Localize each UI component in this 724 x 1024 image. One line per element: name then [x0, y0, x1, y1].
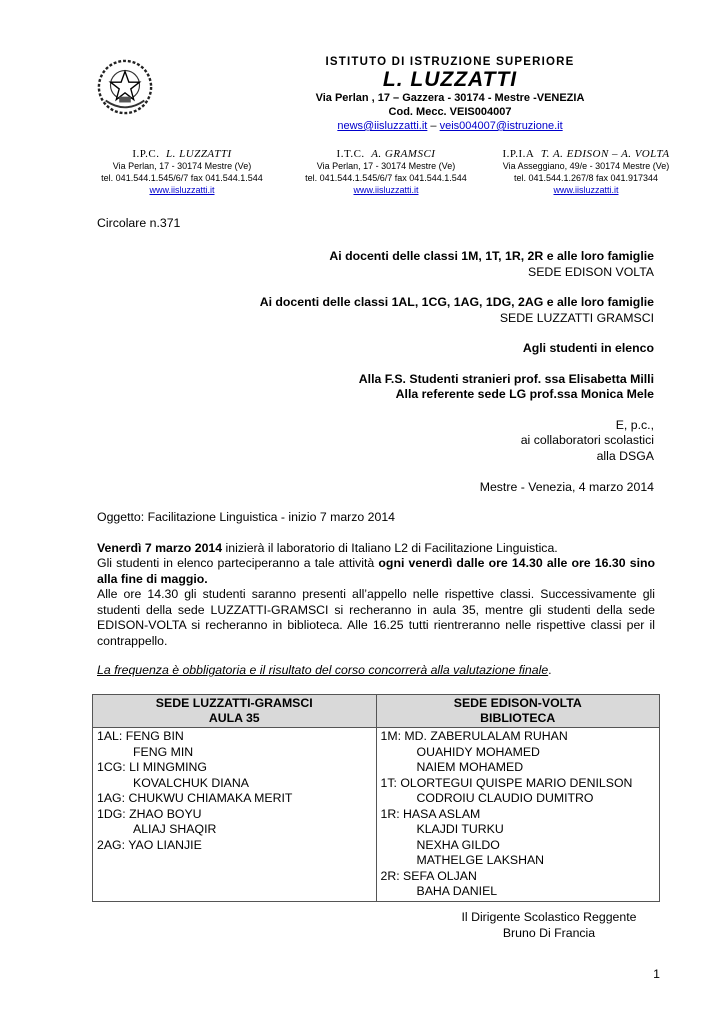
roster-cell-luzzatti	[93, 728, 377, 902]
date-line: Mestre - Venezia, 4 marzo 2014	[479, 480, 654, 494]
list-item: NEXHA GILDO	[416, 837, 500, 852]
school-name: L. LUZZATTI	[382, 68, 518, 91]
branch-website[interactable]: www.iisluzzatti.it	[553, 185, 619, 195]
branch-luzzatti	[72, 148, 292, 196]
branch-title	[276, 148, 496, 160]
school-code: Cod. Mecc. VEIS004007	[388, 106, 512, 118]
list-item: ALIAJ SHAQIR	[133, 822, 217, 836]
list-item: BAHA DANIEL	[416, 884, 498, 898]
roster-cell-edison	[376, 728, 660, 902]
cc-collaboratori: ai collaboratori scolastici	[520, 433, 654, 447]
branch-type: I.P.C.	[132, 148, 160, 160]
list-item: 1AG: CHUKWU CHIAMAKA MERIT	[97, 791, 293, 805]
column-header-site: SEDE EDISON-VOLTA	[453, 696, 582, 710]
branch-phone: tel. 041.544.1.267/8 fax 041.917344	[513, 173, 659, 183]
branch-website[interactable]: www.iisluzzatti.it	[353, 185, 419, 195]
email-link-istruzione[interactable]: veis004007@istruzione.it	[439, 120, 563, 132]
list-item: 1CG: LI MINGMING	[97, 760, 207, 774]
cc-dsga: alla DSGA	[596, 449, 654, 463]
schedule-time: ogni venerdì dalle ore 14.30 alle ore 16.30 sino alla fine di maggio.	[97, 556, 656, 586]
table-header-row	[93, 695, 660, 728]
institute-type: ISTITUTO DI ISTRUZIONE SUPERIORE	[325, 56, 575, 68]
recipient-students: Agli studenti in elenco	[522, 341, 654, 355]
branch-website[interactable]: www.iisluzzatti.it	[149, 185, 215, 195]
list-item: MATHELGE LAKSHAN	[416, 853, 545, 867]
list-item: 2R: SEFA OLJAN	[380, 868, 477, 883]
body-paragraph-start	[97, 541, 655, 557]
list-item: 1DG: ZHAO BOYU	[97, 806, 202, 821]
list-item: KLAJDI TURKU	[416, 822, 504, 836]
list-item: 1AL: FENG BIN	[97, 729, 184, 743]
recipient-referente: Alla referente sede LG prof.ssa Monica Mele	[395, 387, 654, 401]
branch-gramsci	[276, 148, 496, 196]
list-item: 1M: MD. ZABERULALAM RUHAN	[380, 729, 568, 743]
branch-name: T. A. EDISON – A. VOLTA	[540, 148, 670, 160]
body-paragraph-schedule	[97, 556, 655, 587]
column-header-site: SEDE LUZZATTI-GRAMSCI	[155, 696, 313, 710]
column-header-edison	[376, 695, 660, 728]
branch-address: Via Perlan, 17 - 30174 Mestre (Ve)	[316, 161, 456, 171]
attendance-note	[97, 663, 552, 679]
branch-title	[476, 148, 696, 160]
branch-type: I.T.C.	[336, 148, 365, 160]
attendance-note-end: .	[548, 663, 552, 677]
student-roster-table	[92, 694, 660, 902]
branch-name: A. GRAMSCI	[371, 148, 436, 160]
cc-label: E, p.c.,	[615, 418, 654, 432]
list-item: 1R: HASA ASLAM	[380, 806, 481, 821]
contact-emails	[200, 120, 700, 132]
email-link-news[interactable]: news@iisluzzatti.it	[337, 120, 428, 132]
column-header-room: AULA 35	[208, 711, 260, 725]
branch-title	[72, 148, 292, 160]
column-header-luzzatti	[93, 695, 377, 728]
recipient-site-ev: SEDE EDISON VOLTA	[528, 265, 654, 279]
page-number: 1	[653, 967, 660, 981]
branch-address: Via Perlan, 17 - 30174 Mestre (Ve)	[112, 161, 252, 171]
list-item: KOVALCHUK DIANA	[133, 775, 249, 790]
branch-type: I.P.I.A	[502, 148, 535, 160]
signature-title: Il Dirigente Scolastico Reggente	[461, 910, 637, 924]
circolare-number: Circolare n.371	[97, 216, 181, 230]
subject-line: Oggetto: Facilitazione Linguistica - inizio 7 marzo 2014	[97, 510, 396, 524]
branch-phone: tel. 041.544.1.545/6/7 fax 041.544.1.544	[101, 173, 263, 183]
recipient-teachers-ev: Ai docenti delle classi 1M, 1T, 1R, 2R e alle loro famiglie	[329, 249, 654, 263]
attendance-note-text: La frequenza è obbligatoria e il risultato del corso concorrerà alla valutazione finale	[97, 663, 549, 677]
list-item: NAIEM MOHAMED	[416, 760, 524, 774]
list-item: 1T: OLORTEGUI QUISPE MARIO DENILSON	[380, 775, 633, 790]
start-date: Venerdì 7 marzo 2014	[97, 541, 223, 555]
list-item: OUAHIDY MOHAMED	[416, 744, 540, 759]
signature-name: Bruno Di Francia	[502, 926, 596, 940]
branch-address: Via Asseggiano, 49/e - 30174 Mestre (Ve)	[502, 161, 670, 171]
list-item: 2AG: YAO LIANJIE	[97, 837, 202, 852]
start-text: inizierà il laboratorio di Italiano L2 di Facilitazione Linguistica.	[222, 541, 558, 555]
list-item: FENG MIN	[133, 744, 194, 759]
branch-phone: tel. 041.544.1.545/6/7 fax 041.544.1.544	[305, 173, 467, 183]
recipient-teachers-lg: Ai docenti delle classi 1AL, 1CG, 1AG, 1DG, 2AG e alle loro famiglie	[259, 295, 654, 309]
branch-edison-volta	[476, 148, 696, 196]
branch-name: L. LUZZATTI	[166, 148, 232, 160]
email-separator: –	[427, 120, 440, 132]
recipient-fs: Alla F.S. Studenti stranieri prof. ssa Elisabetta Milli	[358, 372, 654, 386]
column-header-room: BIBLIOTECA	[480, 711, 556, 725]
schedule-text: Gli studenti in elenco parteciperanno a tale attività	[97, 556, 379, 570]
body-paragraph-details: Alle ore 14.30 gli studenti saranno presenti all’appello nelle rispettive classi. Successivamente gli studenti della sede LUZZATTI-GRAMSCI si recheranno in aula 35, mentre gli studenti della sede EDISON-VOLTA si recheranno in biblioteca. Alle 16.25 tutti rientreranno nelle rispettive classi per il contrappello.	[97, 587, 655, 648]
table-row	[93, 728, 660, 902]
list-item: CODROIU CLAUDIO DUMITRO	[416, 791, 594, 805]
recipient-site-lg: SEDE LUZZATTI GRAMSCI	[499, 311, 654, 325]
school-address: Via Perlan , 17 – Gazzera - 30174 - Mestre -VENEZIA	[315, 92, 585, 104]
republic-emblem-icon	[96, 58, 154, 116]
